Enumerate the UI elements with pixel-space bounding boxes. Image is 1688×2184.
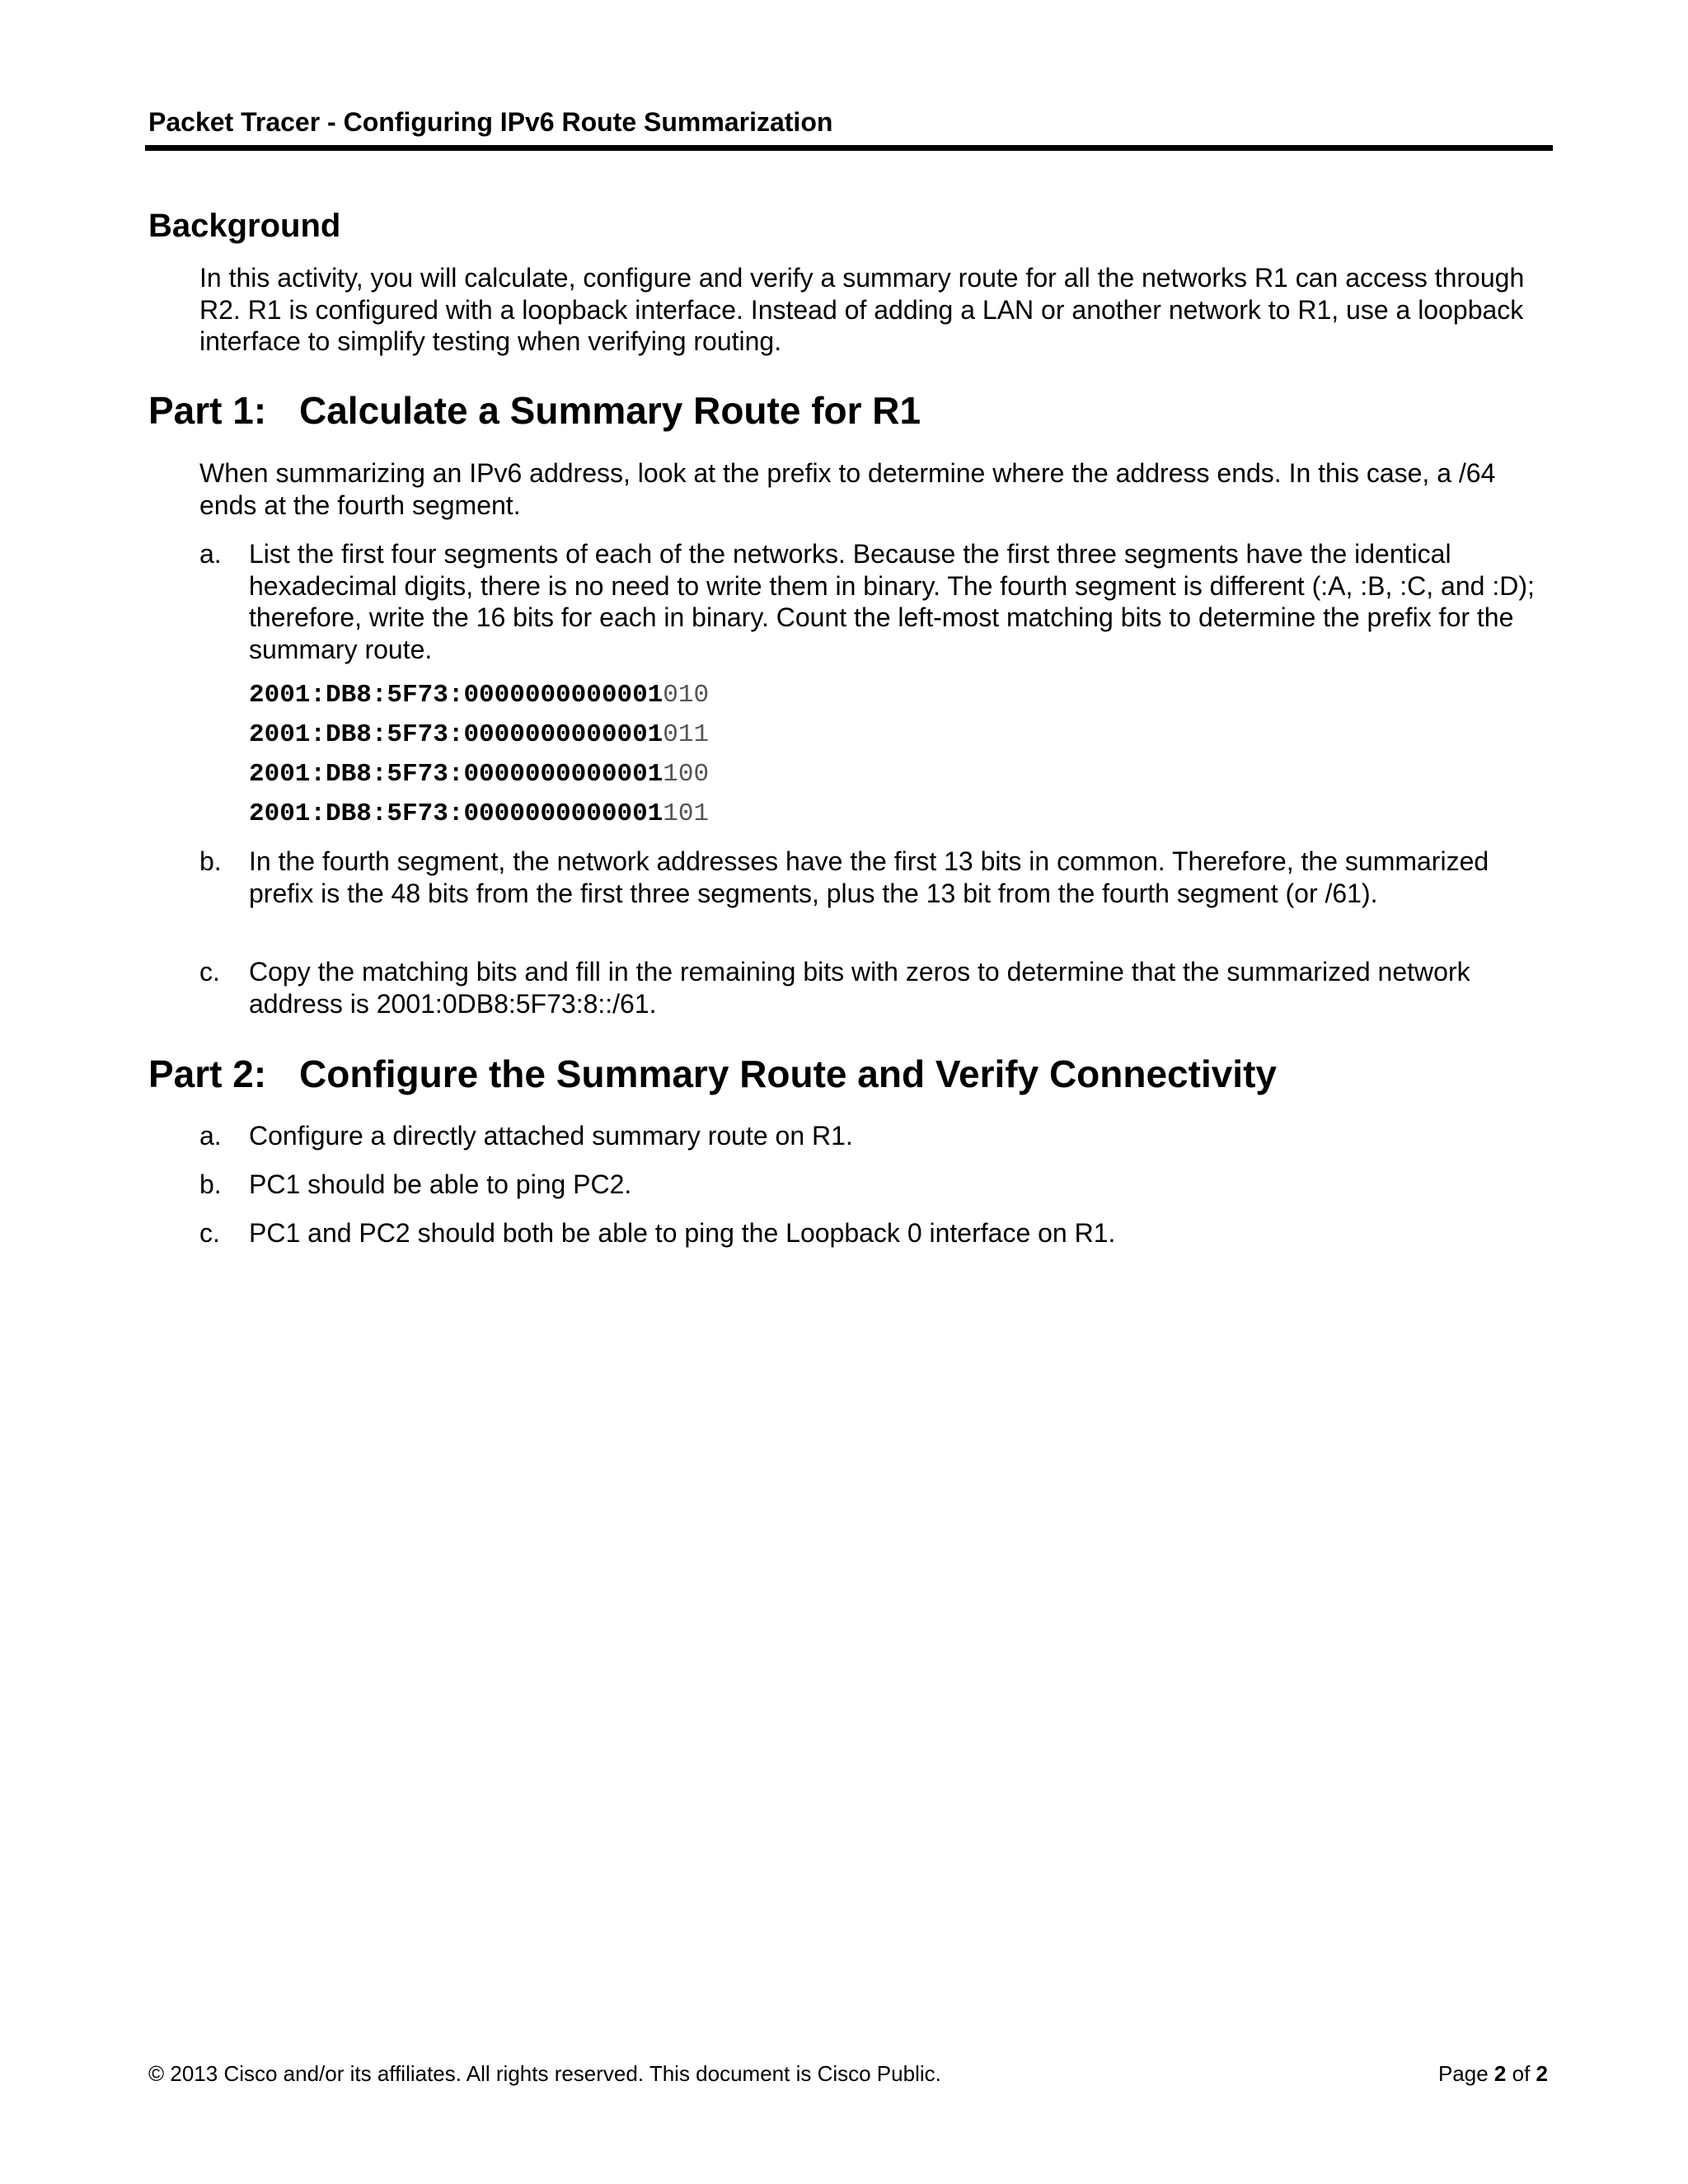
page-header-title: Packet Tracer - Configuring IPv6 Route Summarization	[148, 107, 833, 137]
binary-fixed-bits: 2001:DB8:5F73:0000000000001	[249, 799, 663, 828]
step-text: Configure a directly attached summary route on R1.	[249, 1121, 853, 1151]
step-marker: a.	[199, 1121, 222, 1151]
step-text: PC1 should be able to ping PC2.	[249, 1169, 632, 1199]
footer-page-number	[1319, 2060, 1548, 2087]
binary-variable-bits: 100	[663, 760, 710, 789]
part2-title: Configure the Summary Route and Verify Connectivity	[299, 1052, 1277, 1095]
background-heading: Background	[148, 208, 341, 244]
step-marker: b.	[199, 846, 222, 876]
part2-step-c	[199, 1217, 1535, 1249]
step-text: Copy the matching bits and fill in the remaining bits with zeros to determine that the summarized network address is 2001:0DB8:5F73:8::/61.	[249, 957, 1470, 1019]
binary-fixed-bits: 2001:DB8:5F73:0000000000001	[249, 760, 663, 789]
part2-heading	[148, 1051, 1277, 1097]
part2-number: Part 2:	[148, 1052, 267, 1095]
step-marker: c.	[199, 1218, 220, 1248]
step-marker: b.	[199, 1169, 222, 1199]
part1-step-a	[199, 538, 1535, 665]
binary-line-3	[249, 758, 709, 791]
binary-fixed-bits: 2001:DB8:5F73:0000000000001	[249, 720, 663, 749]
binary-line-1	[249, 679, 709, 712]
page-label: Page	[1437, 2061, 1489, 2086]
background-paragraph: In this activity, you will calculate, configure and verify a summary route for all the networks R1 can access through R2. R1 is configured with a loopback interface. Instead of adding a LAN or another network to R1, use a loopback interface to simplify testing when verifying routing.	[199, 263, 1525, 357]
binary-variable-bits: 011	[663, 720, 710, 749]
step-marker: c.	[199, 957, 220, 987]
binary-variable-bits: 010	[663, 681, 710, 710]
part1-step-c	[199, 956, 1535, 1019]
step-text: List the first four segments of each of the networks. Because the first three segments have the identical hexadecimal digits, there is no need to write them in binary. The fourth segment is different (:A, :B, :C, and :D); therefore, write the 16 bits for each in binary. Count the left-most matching bits to determine the prefix for the summary route.	[249, 539, 1535, 664]
page-current: 2	[1493, 2061, 1507, 2086]
step-marker: a.	[199, 539, 222, 569]
footer-copyright: © 2013 Cisco and/or its affiliates. All rights reserved. This document is Cisco Public.	[148, 2061, 941, 2086]
part1-step-b	[199, 846, 1535, 909]
part1-number: Part 1:	[148, 389, 267, 432]
header-rule	[145, 145, 1553, 151]
page-of: of	[1512, 2061, 1531, 2086]
part1-title: Calculate a Summary Route for R1	[299, 389, 921, 432]
binary-line-4	[249, 798, 709, 831]
page-total: 2	[1536, 2061, 1548, 2086]
part2-step-a	[199, 1120, 1535, 1152]
binary-fixed-bits: 2001:DB8:5F73:0000000000001	[249, 681, 663, 710]
part1-intro: When summarizing an IPv6 address, look at the prefix to determine where the address ends. In this case, a /64 ends at the fourth segment.	[199, 458, 1496, 520]
step-text: PC1 and PC2 should both be able to ping the Loopback 0 interface on R1.	[249, 1218, 1116, 1248]
step-text: In the fourth segment, the network addresses have the first 13 bits in common. Therefore, the summarized prefix is the 48 bits from the first three segments, plus the 13 bit from the fourth segment (or /61).	[249, 846, 1489, 908]
part1-heading	[148, 387, 921, 434]
part2-step-b	[199, 1169, 1535, 1201]
binary-line-2	[249, 719, 709, 752]
binary-variable-bits: 101	[663, 799, 710, 828]
